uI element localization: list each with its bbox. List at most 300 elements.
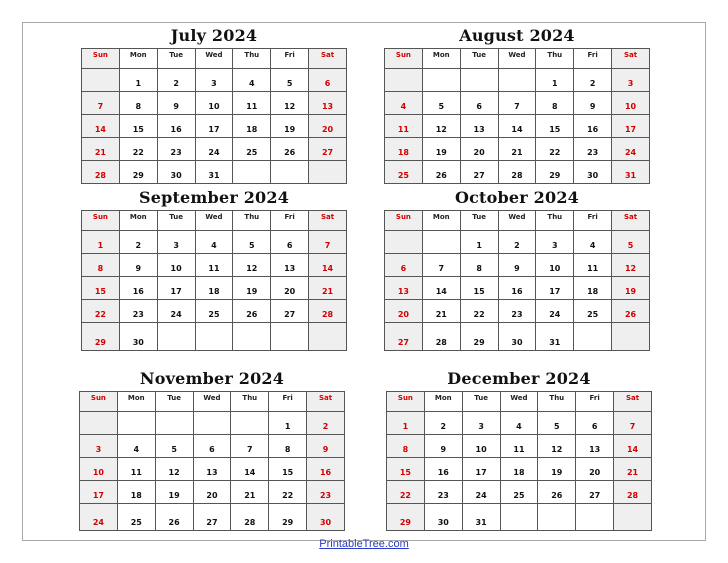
week-row <box>80 435 345 458</box>
month-calendar <box>81 24 347 184</box>
day-cell: 6 <box>271 231 309 254</box>
day-cell: 11 <box>117 458 155 481</box>
week-row <box>82 300 347 323</box>
weekday-header-row <box>82 49 347 69</box>
day-cell <box>576 504 614 531</box>
month-calendar <box>384 24 650 184</box>
day-cell <box>195 323 233 351</box>
weekday-header: Sat <box>309 211 347 231</box>
day-cell: 6 <box>309 69 347 92</box>
weekday-header: Mon <box>424 392 462 412</box>
day-cell: 1 <box>536 69 574 92</box>
day-cell: 27 <box>385 323 423 351</box>
day-cell: 9 <box>498 254 536 277</box>
day-cell: 7 <box>498 92 536 115</box>
day-cell: 21 <box>498 138 536 161</box>
day-cell: 4 <box>574 231 612 254</box>
day-cell: 7 <box>614 412 652 435</box>
day-cell: 24 <box>536 300 574 323</box>
day-cell: 24 <box>195 138 233 161</box>
day-cell: 22 <box>387 481 425 504</box>
day-cell: 23 <box>157 138 195 161</box>
day-cell: 6 <box>576 412 614 435</box>
day-cell: 20 <box>309 115 347 138</box>
day-cell: 12 <box>271 92 309 115</box>
day-cell: 1 <box>387 412 425 435</box>
weekday-header: Mon <box>117 392 155 412</box>
day-cell <box>309 323 347 351</box>
day-cell: 17 <box>462 458 500 481</box>
weekday-header: Sun <box>385 211 423 231</box>
day-cell: 14 <box>231 458 269 481</box>
day-cell: 15 <box>82 277 120 300</box>
weekday-header: Sat <box>612 49 650 69</box>
month-title: September 2024 <box>138 188 290 207</box>
day-cell: 16 <box>157 115 195 138</box>
day-cell: 27 <box>309 138 347 161</box>
day-cell: 7 <box>422 254 460 277</box>
day-cell: 29 <box>387 504 425 531</box>
day-cell: 28 <box>309 300 347 323</box>
day-cell: 9 <box>307 435 345 458</box>
day-cell <box>500 504 538 531</box>
day-cell: 13 <box>460 115 498 138</box>
week-row <box>387 481 652 504</box>
day-cell: 3 <box>80 435 118 458</box>
day-cell: 26 <box>155 504 193 531</box>
day-cell: 22 <box>536 138 574 161</box>
day-cell: 19 <box>612 277 650 300</box>
day-cell: 5 <box>422 92 460 115</box>
weekday-header: Wed <box>195 49 233 69</box>
day-cell: 5 <box>233 231 271 254</box>
day-cell: 29 <box>82 323 120 351</box>
day-cell: 11 <box>195 254 233 277</box>
month-calendar <box>384 186 650 351</box>
day-cell <box>422 231 460 254</box>
weekday-header: Sat <box>612 211 650 231</box>
week-row <box>387 504 652 531</box>
day-cell: 19 <box>271 115 309 138</box>
month-title: November 2024 <box>139 369 285 388</box>
day-cell: 25 <box>385 161 423 184</box>
week-row <box>82 161 347 184</box>
weekday-header: Sun <box>385 49 423 69</box>
day-cell: 2 <box>574 69 612 92</box>
day-cell: 16 <box>424 458 462 481</box>
day-cell: 24 <box>157 300 195 323</box>
month-calendar <box>79 367 345 531</box>
day-cell: 18 <box>195 277 233 300</box>
week-row <box>385 277 650 300</box>
day-cell: 26 <box>271 138 309 161</box>
day-cell: 20 <box>385 300 423 323</box>
day-cell: 11 <box>574 254 612 277</box>
weekday-header-row <box>387 392 652 412</box>
weekday-header: Fri <box>576 392 614 412</box>
day-cell: 9 <box>119 254 157 277</box>
weekday-header-row <box>385 211 650 231</box>
weekday-header: Sat <box>309 49 347 69</box>
day-cell: 15 <box>387 458 425 481</box>
day-cell: 30 <box>307 504 345 531</box>
month-title: December 2024 <box>447 369 591 388</box>
week-row <box>385 138 650 161</box>
day-cell: 2 <box>498 231 536 254</box>
weekday-header: Thu <box>233 49 271 69</box>
day-cell: 12 <box>538 435 576 458</box>
day-cell <box>422 69 460 92</box>
day-cell: 26 <box>612 300 650 323</box>
weekday-header: Fri <box>269 392 307 412</box>
day-cell: 24 <box>612 138 650 161</box>
day-cell: 23 <box>307 481 345 504</box>
day-cell: 10 <box>462 435 500 458</box>
day-cell: 14 <box>498 115 536 138</box>
day-cell: 15 <box>460 277 498 300</box>
weekday-header-row <box>80 392 345 412</box>
day-cell: 4 <box>500 412 538 435</box>
day-cell: 11 <box>500 435 538 458</box>
day-cell <box>233 161 271 184</box>
day-cell: 21 <box>614 458 652 481</box>
weekday-header: Fri <box>271 49 309 69</box>
month-table <box>81 48 347 184</box>
day-cell: 13 <box>385 277 423 300</box>
day-cell: 29 <box>269 504 307 531</box>
day-cell: 3 <box>462 412 500 435</box>
day-cell: 28 <box>422 323 460 351</box>
day-cell: 21 <box>309 277 347 300</box>
day-cell: 8 <box>460 254 498 277</box>
day-cell <box>498 69 536 92</box>
weekday-header: Mon <box>422 49 460 69</box>
weekday-header: Mon <box>119 49 157 69</box>
day-cell: 10 <box>157 254 195 277</box>
week-row <box>82 138 347 161</box>
day-cell: 18 <box>385 138 423 161</box>
day-cell: 16 <box>307 458 345 481</box>
week-row <box>82 115 347 138</box>
day-cell: 25 <box>574 300 612 323</box>
day-cell: 18 <box>500 458 538 481</box>
day-cell <box>193 412 231 435</box>
day-cell: 16 <box>574 115 612 138</box>
month-calendar <box>386 367 652 531</box>
weekday-header: Tue <box>460 49 498 69</box>
day-cell: 18 <box>233 115 271 138</box>
day-cell: 3 <box>536 231 574 254</box>
weekday-header: Fri <box>574 49 612 69</box>
day-cell <box>233 323 271 351</box>
day-cell: 15 <box>269 458 307 481</box>
day-cell: 13 <box>309 92 347 115</box>
weekday-header: Mon <box>119 211 157 231</box>
day-cell: 25 <box>233 138 271 161</box>
day-cell <box>612 323 650 351</box>
day-cell: 14 <box>614 435 652 458</box>
day-cell <box>80 412 118 435</box>
day-cell: 5 <box>612 231 650 254</box>
day-cell: 31 <box>612 161 650 184</box>
week-row <box>385 300 650 323</box>
week-row <box>385 69 650 92</box>
weekday-header: Tue <box>157 49 195 69</box>
day-cell: 4 <box>195 231 233 254</box>
day-cell: 28 <box>231 504 269 531</box>
day-cell: 12 <box>612 254 650 277</box>
day-cell: 30 <box>498 323 536 351</box>
day-cell: 4 <box>385 92 423 115</box>
week-row <box>387 412 652 435</box>
day-cell <box>538 504 576 531</box>
week-row <box>385 254 650 277</box>
day-cell: 20 <box>576 458 614 481</box>
day-cell: 10 <box>80 458 118 481</box>
day-cell: 27 <box>271 300 309 323</box>
week-row <box>80 481 345 504</box>
weekday-header: Tue <box>157 211 195 231</box>
day-cell: 29 <box>119 161 157 184</box>
day-cell: 19 <box>233 277 271 300</box>
week-row <box>82 92 347 115</box>
day-cell: 3 <box>195 69 233 92</box>
day-cell: 16 <box>119 277 157 300</box>
day-cell: 2 <box>424 412 462 435</box>
month-calendar <box>81 186 347 351</box>
day-cell: 23 <box>424 481 462 504</box>
day-cell: 18 <box>574 277 612 300</box>
day-cell: 7 <box>231 435 269 458</box>
day-cell <box>614 504 652 531</box>
day-cell: 15 <box>119 115 157 138</box>
day-cell: 15 <box>536 115 574 138</box>
month-table <box>81 210 347 351</box>
day-cell: 14 <box>82 115 120 138</box>
day-cell: 19 <box>422 138 460 161</box>
footer-link[interactable]: PrintableTree.com <box>319 538 409 550</box>
weekday-header: Thu <box>536 49 574 69</box>
day-cell <box>82 69 120 92</box>
weekday-header: Wed <box>195 211 233 231</box>
day-cell: 2 <box>119 231 157 254</box>
weekday-header: Wed <box>498 49 536 69</box>
day-cell: 6 <box>460 92 498 115</box>
day-cell <box>309 161 347 184</box>
day-cell: 11 <box>385 115 423 138</box>
day-cell: 18 <box>117 481 155 504</box>
weekday-header: Sat <box>307 392 345 412</box>
day-cell: 2 <box>157 69 195 92</box>
day-cell: 24 <box>462 481 500 504</box>
day-cell: 6 <box>385 254 423 277</box>
day-cell: 29 <box>536 161 574 184</box>
week-row <box>385 115 650 138</box>
weekday-header: Sun <box>80 392 118 412</box>
day-cell: 30 <box>119 323 157 351</box>
week-row <box>387 458 652 481</box>
weekday-header: Sun <box>387 392 425 412</box>
day-cell: 16 <box>498 277 536 300</box>
day-cell: 28 <box>82 161 120 184</box>
day-cell: 30 <box>424 504 462 531</box>
day-cell: 1 <box>82 231 120 254</box>
day-cell: 13 <box>193 458 231 481</box>
day-cell: 6 <box>193 435 231 458</box>
day-cell: 25 <box>195 300 233 323</box>
month-title: October 2024 <box>454 188 580 207</box>
day-cell: 11 <box>233 92 271 115</box>
weekday-header: Thu <box>538 392 576 412</box>
weekday-header: Sun <box>82 211 120 231</box>
day-cell <box>157 323 195 351</box>
day-cell: 7 <box>309 231 347 254</box>
day-cell: 10 <box>195 92 233 115</box>
day-cell: 26 <box>538 481 576 504</box>
day-cell: 12 <box>233 254 271 277</box>
day-cell <box>460 69 498 92</box>
day-cell: 3 <box>157 231 195 254</box>
weekday-header: Mon <box>422 211 460 231</box>
day-cell: 9 <box>574 92 612 115</box>
day-cell: 17 <box>536 277 574 300</box>
weekday-header: Fri <box>271 211 309 231</box>
day-cell: 8 <box>82 254 120 277</box>
month-table <box>386 391 652 531</box>
day-cell: 12 <box>422 115 460 138</box>
weekday-header: Thu <box>231 392 269 412</box>
week-row <box>80 458 345 481</box>
day-cell: 31 <box>195 161 233 184</box>
day-cell: 21 <box>82 138 120 161</box>
day-cell: 20 <box>460 138 498 161</box>
day-cell: 17 <box>612 115 650 138</box>
day-cell <box>231 412 269 435</box>
day-cell: 22 <box>82 300 120 323</box>
day-cell: 27 <box>193 504 231 531</box>
day-cell: 23 <box>498 300 536 323</box>
day-cell: 27 <box>576 481 614 504</box>
day-cell: 27 <box>460 161 498 184</box>
day-cell: 3 <box>612 69 650 92</box>
weekday-header: Wed <box>500 392 538 412</box>
day-cell <box>117 412 155 435</box>
day-cell: 10 <box>536 254 574 277</box>
week-row <box>82 277 347 300</box>
weekday-header: Sat <box>614 392 652 412</box>
day-cell: 7 <box>82 92 120 115</box>
day-cell: 17 <box>195 115 233 138</box>
day-cell: 8 <box>536 92 574 115</box>
day-cell: 23 <box>119 300 157 323</box>
day-cell: 22 <box>119 138 157 161</box>
day-cell: 28 <box>498 161 536 184</box>
day-cell: 9 <box>424 435 462 458</box>
weekday-header: Tue <box>155 392 193 412</box>
day-cell: 8 <box>119 92 157 115</box>
day-cell: 1 <box>269 412 307 435</box>
month-title: July 2024 <box>170 26 258 45</box>
day-cell: 28 <box>614 481 652 504</box>
weekday-header-row <box>82 211 347 231</box>
day-cell: 20 <box>271 277 309 300</box>
month-table <box>79 391 345 531</box>
weekday-header-row <box>385 49 650 69</box>
weekday-header: Tue <box>462 392 500 412</box>
day-cell: 5 <box>271 69 309 92</box>
day-cell <box>385 231 423 254</box>
day-cell: 17 <box>157 277 195 300</box>
weekday-header: Sun <box>82 49 120 69</box>
week-row <box>385 92 650 115</box>
day-cell: 2 <box>307 412 345 435</box>
day-cell: 30 <box>157 161 195 184</box>
week-row <box>387 435 652 458</box>
week-row <box>80 412 345 435</box>
day-cell: 8 <box>387 435 425 458</box>
day-cell: 31 <box>462 504 500 531</box>
day-cell: 14 <box>309 254 347 277</box>
week-row <box>82 323 347 351</box>
day-cell <box>271 161 309 184</box>
day-cell: 12 <box>155 458 193 481</box>
day-cell: 9 <box>157 92 195 115</box>
weekday-header: Tue <box>460 211 498 231</box>
day-cell: 21 <box>422 300 460 323</box>
day-cell: 26 <box>233 300 271 323</box>
week-row <box>82 231 347 254</box>
day-cell: 14 <box>422 277 460 300</box>
day-cell: 17 <box>80 481 118 504</box>
day-cell: 5 <box>155 435 193 458</box>
month-table <box>384 210 650 351</box>
week-row <box>80 504 345 531</box>
week-row <box>82 69 347 92</box>
day-cell: 19 <box>155 481 193 504</box>
day-cell: 29 <box>460 323 498 351</box>
day-cell <box>574 323 612 351</box>
day-cell: 5 <box>538 412 576 435</box>
day-cell: 22 <box>460 300 498 323</box>
day-cell: 4 <box>233 69 271 92</box>
day-cell: 13 <box>576 435 614 458</box>
day-cell: 25 <box>500 481 538 504</box>
day-cell: 25 <box>117 504 155 531</box>
day-cell: 22 <box>269 481 307 504</box>
day-cell: 26 <box>422 161 460 184</box>
day-cell: 1 <box>460 231 498 254</box>
weekday-header: Fri <box>574 211 612 231</box>
day-cell: 30 <box>574 161 612 184</box>
day-cell: 31 <box>536 323 574 351</box>
weekday-header: Thu <box>233 211 271 231</box>
weekday-header: Wed <box>498 211 536 231</box>
week-row <box>385 161 650 184</box>
day-cell <box>385 69 423 92</box>
day-cell: 4 <box>117 435 155 458</box>
day-cell: 19 <box>538 458 576 481</box>
week-row <box>82 254 347 277</box>
week-row <box>385 323 650 351</box>
week-row <box>385 231 650 254</box>
day-cell: 21 <box>231 481 269 504</box>
weekday-header: Wed <box>193 392 231 412</box>
day-cell: 24 <box>80 504 118 531</box>
day-cell <box>271 323 309 351</box>
month-table <box>384 48 650 184</box>
day-cell: 10 <box>612 92 650 115</box>
day-cell <box>155 412 193 435</box>
